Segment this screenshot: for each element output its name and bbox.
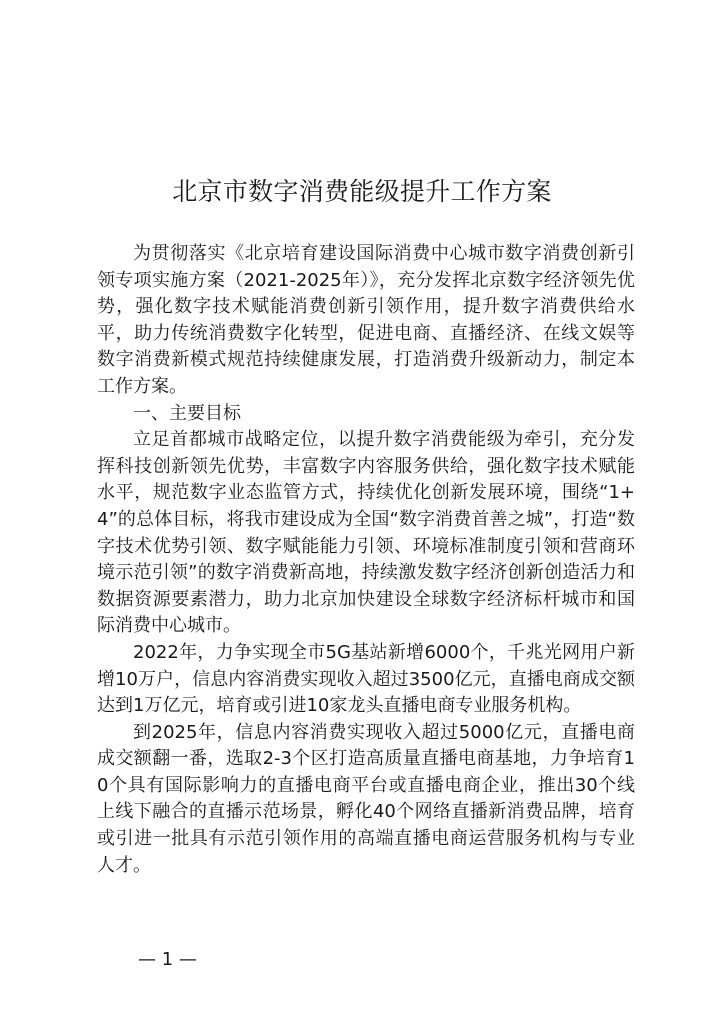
section-heading-main-goals: 一、主要目标: [133, 402, 241, 424]
page-number: — 1 —: [138, 949, 197, 970]
document-title: 北京市数字消费能级提升工作方案: [172, 177, 552, 206]
paragraph-intro: 为贯彻落实《北京培育建设国际消费中心城市数字消费创新引领专项实施方案（2021-2025年）》，充分发挥北京数字经济领先优势，强化数字技术赋能消费创新引领作用，提升数字消费供给水平，助力传统消费数字化转型，促进电商、直播经济、在线文娱等数字消费新模式规范持续健康发展，打造消费升级新动力，制定本工作方案。: [97, 243, 635, 397]
document-body: [97, 241, 635, 879]
paragraph-2022-targets: 2022年，力争实现全市5G基站新增6000个，千兆光网用户新增10万户，信息内容消费实现收入超过3500亿元，直播电商成交额达到1万亿元，培育或引进10家龙头直播电商专业服务机构。: [97, 641, 635, 717]
paragraph-overall-goal: 立足首都城市战略定位，以提升数字消费能级为牵引，充分发挥科技创新领先优势，丰富数字内容服务供给，强化数字技术赋能水平，规范数字业态监管方式，持续优化创新发展环境，围绕“1+4”的总体目标，将我市建设成为全国“数字消费首善之城”，打造“数字技术优势引领、数字赋能能力引领、环境标准制度引领和营商环境示范引领”的数字消费新高地，持续激发数字经济创新创造活力和数据资源要素潜力，助力北京加快建设全球数字经济标杆城市和国际消费中心城市。: [97, 429, 635, 637]
paragraph-2025-targets: 到2025年，信息内容消费实现收入超过5000亿元，直播电商成交额翻一番，选取2-3个区打造高质量直播电商基地，力争培育10个具有国际影响力的直播电商平台或直播电商企业，推出30个线上线下融合的直播示范场景，孵化40个网络直播新消费品牌，培育或引进一批具有示范引领作用的高端直播电商运营服务机构与专业人才。: [97, 721, 635, 876]
